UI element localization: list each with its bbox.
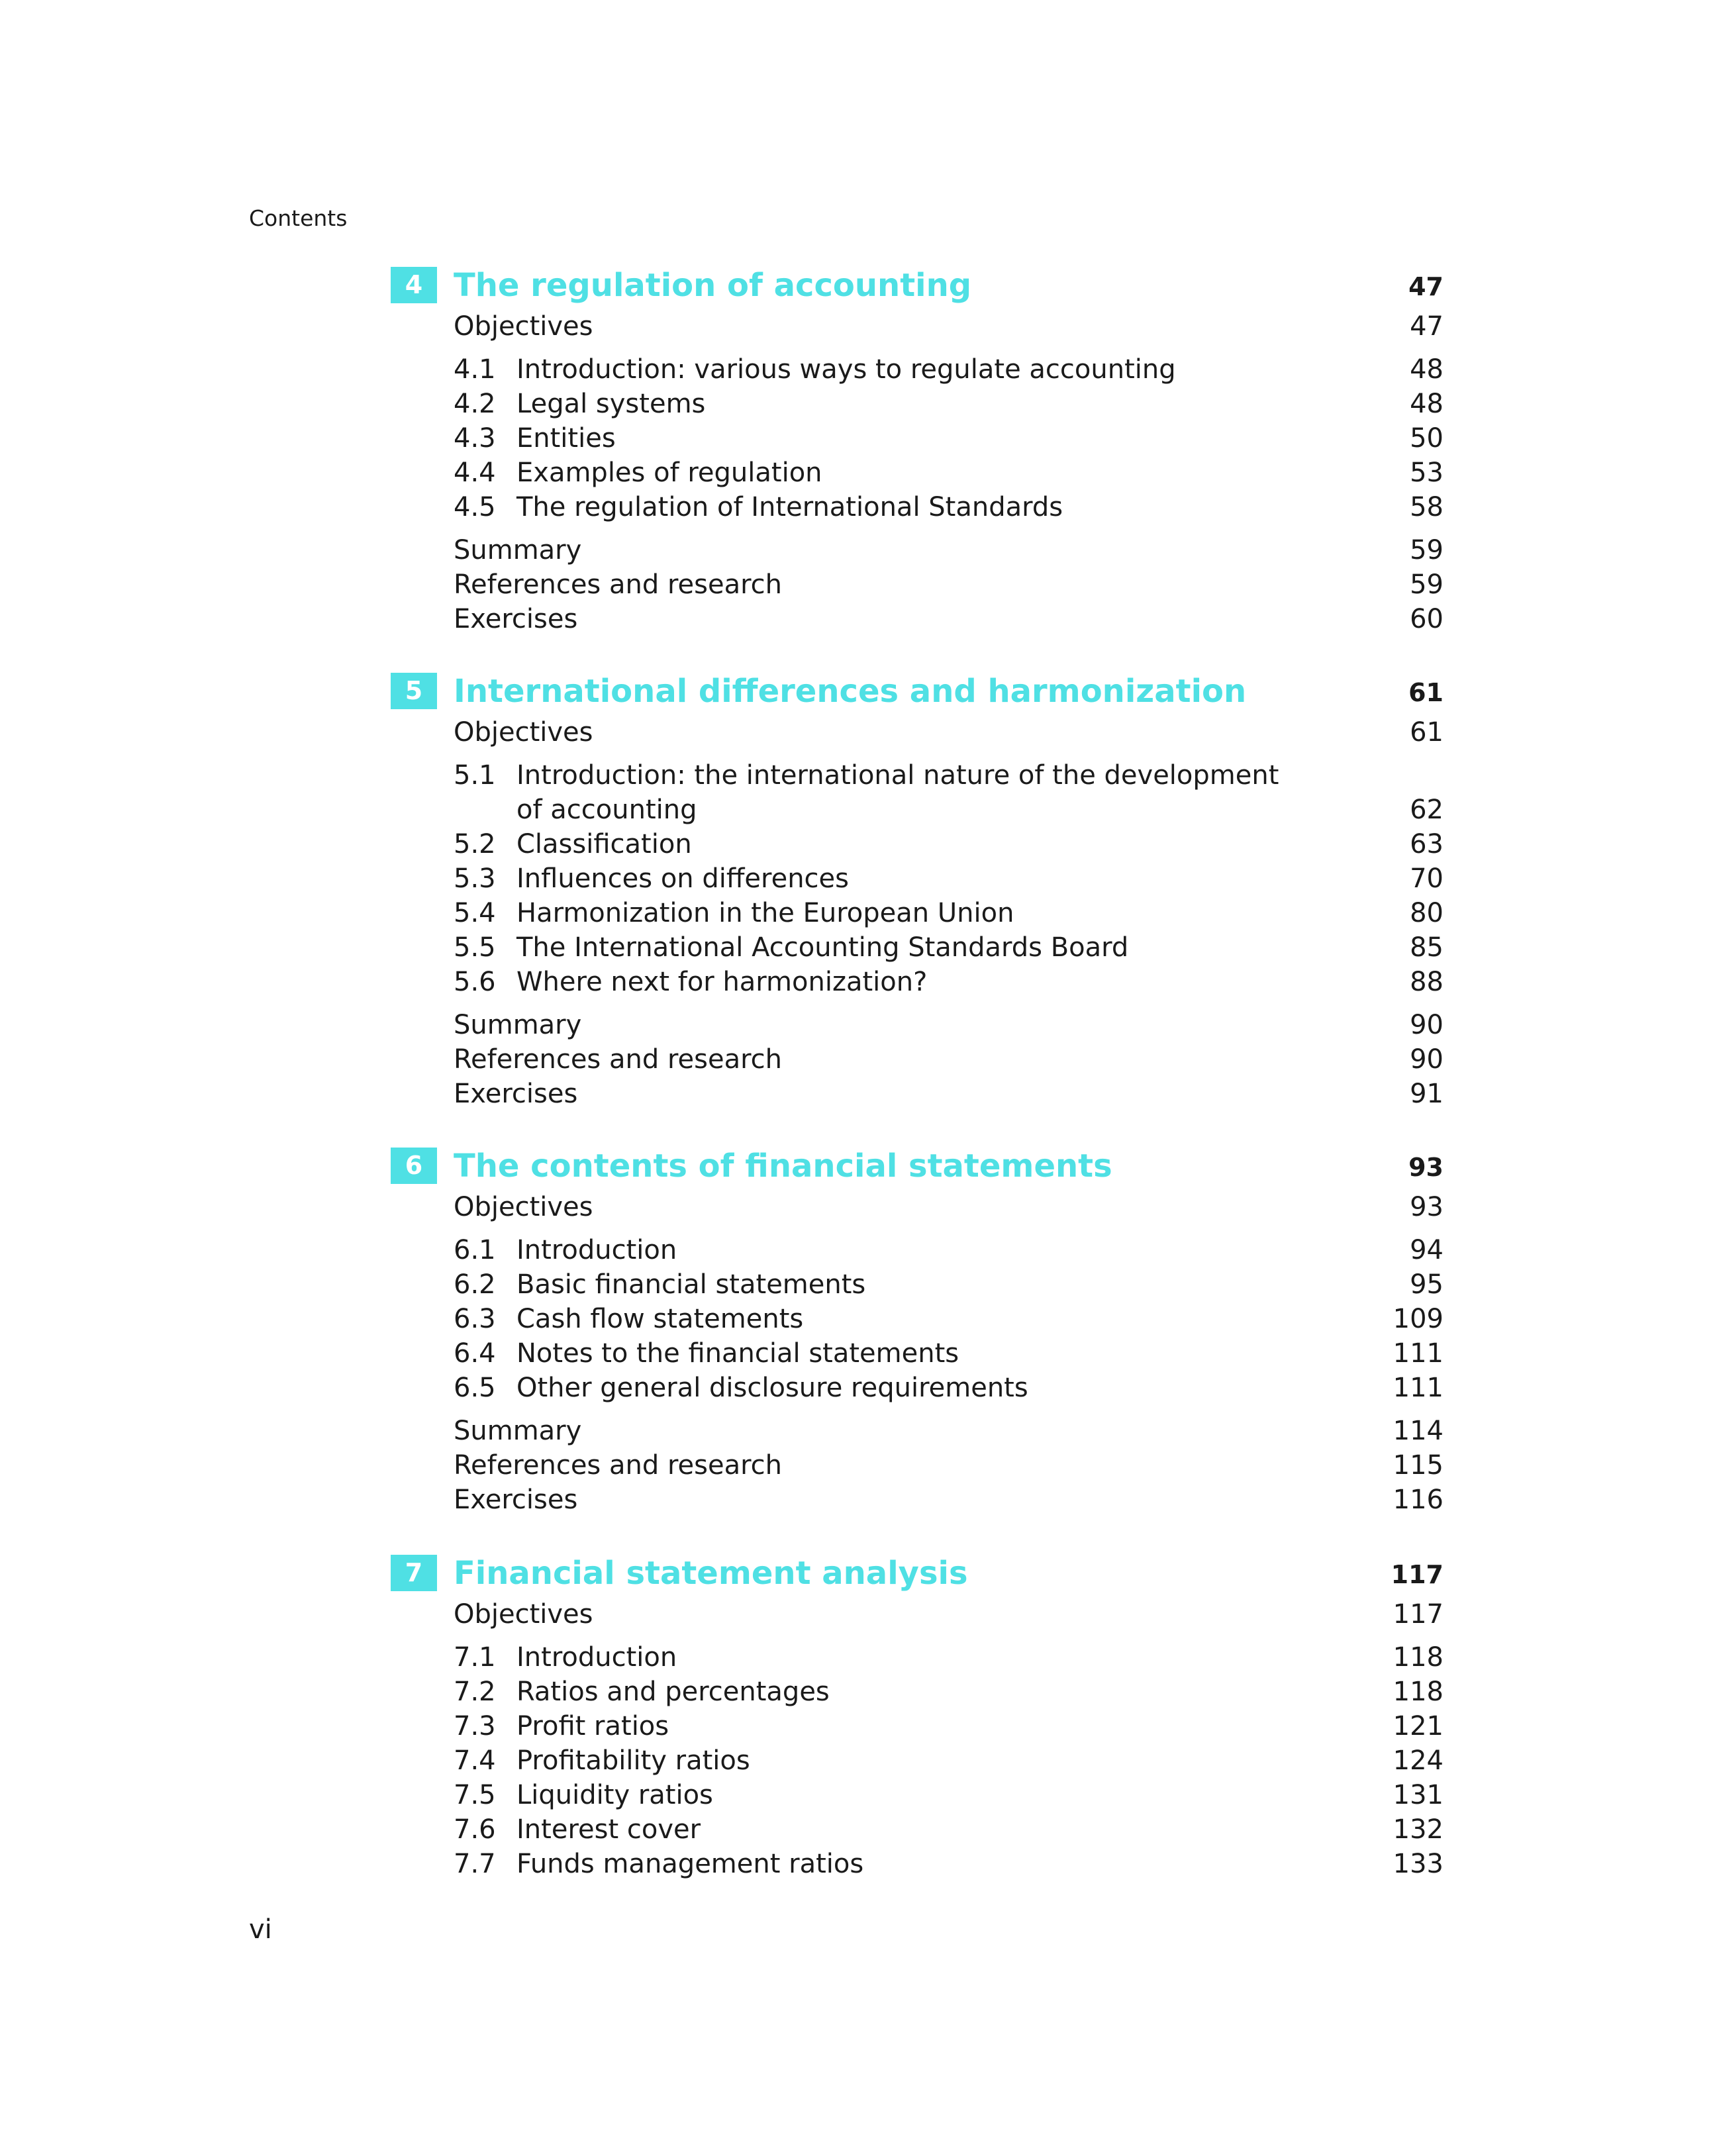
section-entry-7-7[interactable] xyxy=(391,1847,1444,1881)
summary-entry[interactable] xyxy=(391,1008,1444,1042)
section-page: 62 xyxy=(1410,795,1444,825)
section-number: 6.3 xyxy=(454,1304,496,1334)
section-entry-7-5[interactable] xyxy=(391,1778,1444,1812)
section-number: 5.5 xyxy=(454,932,496,963)
section-number: 4.5 xyxy=(454,492,496,522)
section-number: 6.2 xyxy=(454,1269,496,1300)
section-page: 70 xyxy=(1410,863,1444,894)
section-title: Notes to the financial statements xyxy=(516,1338,959,1369)
section-entry-4-2[interactable] xyxy=(391,387,1444,421)
section-title: Entities xyxy=(516,423,616,454)
summary-entry[interactable] xyxy=(391,533,1444,567)
entry-page: 47 xyxy=(1410,311,1444,342)
entry-page: 90 xyxy=(1410,1010,1444,1040)
chapter-title: The contents of financial statements xyxy=(454,1148,1112,1185)
references-entry[interactable] xyxy=(391,1042,1444,1077)
entry-label: References and research xyxy=(454,1450,782,1481)
chapter-number-badge: 5 xyxy=(391,673,437,709)
section-entry-5-3[interactable] xyxy=(391,861,1444,896)
section-page: 58 xyxy=(1410,492,1444,522)
section-title: Funds management ratios xyxy=(516,1849,864,1879)
section-entry-6-3[interactable] xyxy=(391,1302,1444,1336)
section-entry-6-4[interactable] xyxy=(391,1336,1444,1371)
entry-label: Exercises xyxy=(454,1485,578,1515)
section-entry-4-5[interactable] xyxy=(391,490,1444,524)
chapter-heading[interactable] xyxy=(391,1549,1444,1597)
entry-page: 117 xyxy=(1393,1599,1444,1630)
entry-page: 116 xyxy=(1393,1485,1444,1515)
entry-label: Summary xyxy=(454,1010,582,1040)
section-page: 124 xyxy=(1393,1745,1444,1776)
section-page: 121 xyxy=(1393,1711,1444,1741)
chapter-number-badge: 4 xyxy=(391,267,437,303)
section-title: Profit ratios xyxy=(516,1711,669,1741)
section-entry-6-2[interactable] xyxy=(391,1267,1444,1302)
section-title: Introduction xyxy=(516,1235,677,1265)
section-number: 7.3 xyxy=(454,1711,496,1741)
entry-label: Objectives xyxy=(454,311,593,342)
chapter-title: The regulation of accounting xyxy=(454,267,972,304)
chapter-4 xyxy=(391,262,1444,636)
section-title: Examples of regulation xyxy=(516,458,822,488)
chapter-number-badge: 6 xyxy=(391,1148,437,1184)
section-title: Liquidity ratios xyxy=(516,1780,713,1810)
section-page: 111 xyxy=(1393,1373,1444,1403)
section-number: 7.6 xyxy=(454,1814,496,1845)
entry-page: 59 xyxy=(1410,569,1444,600)
section-title: Influences on differences xyxy=(516,863,849,894)
section-title: Harmonization in the European Union xyxy=(516,898,1014,928)
section-number: 4.2 xyxy=(454,389,496,419)
section-title: Classification xyxy=(516,829,692,859)
section-number: 4.1 xyxy=(454,354,496,385)
section-number: 6.4 xyxy=(454,1338,496,1369)
entry-label: Exercises xyxy=(454,604,578,634)
section-entry-7-4[interactable] xyxy=(391,1743,1444,1778)
entry-page: 59 xyxy=(1410,535,1444,565)
entry-label: Summary xyxy=(454,1416,582,1446)
objectives-entry[interactable] xyxy=(391,309,1444,344)
entry-page: 60 xyxy=(1410,604,1444,634)
section-page: 94 xyxy=(1410,1235,1444,1265)
entry-label: Summary xyxy=(454,535,582,565)
entry-label: Exercises xyxy=(454,1079,578,1109)
entry-label: References and research xyxy=(454,569,782,600)
chapter-page: 47 xyxy=(1408,272,1444,301)
section-entry-6-1[interactable] xyxy=(391,1233,1444,1267)
entry-page: 91 xyxy=(1410,1079,1444,1109)
section-title: Cash flow statements xyxy=(516,1304,804,1334)
section-page: 133 xyxy=(1393,1849,1444,1879)
summary-entry[interactable] xyxy=(391,1414,1444,1448)
chapter-number-badge: 7 xyxy=(391,1555,437,1591)
chapter-title: Financial statement analysis xyxy=(454,1555,968,1592)
section-number: 7.5 xyxy=(454,1780,496,1810)
section-title-line-1: Introduction: the international nature of the development xyxy=(516,760,1279,791)
section-number: 4.3 xyxy=(454,423,496,454)
section-title: Legal systems xyxy=(516,389,706,419)
entry-label: Objectives xyxy=(454,1192,593,1222)
chapter-7 xyxy=(391,1549,1444,1881)
chapter-heading[interactable] xyxy=(391,667,1444,715)
section-title xyxy=(516,758,1279,827)
section-entry-7-6[interactable] xyxy=(391,1812,1444,1847)
section-page: 48 xyxy=(1410,389,1444,419)
section-title: The regulation of International Standards xyxy=(516,492,1063,522)
section-page: 85 xyxy=(1410,932,1444,963)
section-entry-5-6[interactable] xyxy=(391,965,1444,999)
section-page: 50 xyxy=(1410,423,1444,454)
entry-page: 90 xyxy=(1410,1044,1444,1075)
section-page: 80 xyxy=(1410,898,1444,928)
chapter-heading[interactable] xyxy=(391,262,1444,309)
section-entry-5-4[interactable] xyxy=(391,896,1444,930)
references-entry[interactable] xyxy=(391,567,1444,602)
section-page: 118 xyxy=(1393,1642,1444,1673)
chapter-6 xyxy=(391,1142,1444,1517)
entry-page: 93 xyxy=(1410,1192,1444,1222)
section-title: Where next for harmonization? xyxy=(516,967,928,997)
entry-page: 115 xyxy=(1393,1450,1444,1481)
exercises-entry[interactable] xyxy=(391,602,1444,636)
section-number: 5.1 xyxy=(454,760,496,791)
section-entry-7-1[interactable] xyxy=(391,1640,1444,1675)
section-entry-6-5[interactable] xyxy=(391,1371,1444,1405)
section-page: 111 xyxy=(1393,1338,1444,1369)
objectives-entry[interactable] xyxy=(391,715,1444,750)
section-number: 7.7 xyxy=(454,1849,496,1879)
section-title: Introduction xyxy=(516,1642,677,1673)
section-number: 7.2 xyxy=(454,1677,496,1707)
section-title: Basic financial statements xyxy=(516,1269,866,1300)
section-title-line-2: of accounting xyxy=(516,795,697,825)
entry-page: 61 xyxy=(1410,717,1444,748)
section-entry-4-3[interactable] xyxy=(391,421,1444,456)
entry-label: Objectives xyxy=(454,717,593,748)
section-title: Other general disclosure requirements xyxy=(516,1373,1028,1403)
section-page: 132 xyxy=(1393,1814,1444,1845)
entry-label: Objectives xyxy=(454,1599,593,1630)
entry-page: 114 xyxy=(1393,1416,1444,1446)
section-page: 95 xyxy=(1410,1269,1444,1300)
section-title: Interest cover xyxy=(516,1814,701,1845)
section-title: Profitability ratios xyxy=(516,1745,750,1776)
running-head: Contents xyxy=(249,205,348,231)
section-entry-7-2[interactable] xyxy=(391,1675,1444,1709)
section-number: 4.4 xyxy=(454,458,496,488)
objectives-entry[interactable] xyxy=(391,1597,1444,1632)
section-entry-4-4[interactable] xyxy=(391,456,1444,490)
section-number: 5.2 xyxy=(454,829,496,859)
exercises-entry[interactable] xyxy=(391,1077,1444,1111)
section-entry-5-1[interactable] xyxy=(391,758,1444,827)
chapter-page: 117 xyxy=(1391,1560,1444,1589)
chapter-page: 61 xyxy=(1408,678,1444,707)
section-entry-7-3[interactable] xyxy=(391,1709,1444,1743)
section-number: 6.5 xyxy=(454,1373,496,1403)
objectives-entry[interactable] xyxy=(391,1190,1444,1224)
section-title: Introduction: various ways to regulate accounting xyxy=(516,354,1176,385)
section-page: 53 xyxy=(1410,458,1444,488)
section-page: 131 xyxy=(1393,1780,1444,1810)
entry-label: References and research xyxy=(454,1044,782,1075)
chapter-page: 93 xyxy=(1408,1153,1444,1182)
section-page: 118 xyxy=(1393,1677,1444,1707)
exercises-entry[interactable] xyxy=(391,1483,1444,1517)
section-entry-4-1[interactable] xyxy=(391,352,1444,387)
chapter-5 xyxy=(391,667,1444,1111)
references-entry[interactable] xyxy=(391,1448,1444,1483)
section-page: 63 xyxy=(1410,829,1444,859)
section-number: 5.6 xyxy=(454,967,496,997)
section-page: 48 xyxy=(1410,354,1444,385)
page-number: vi xyxy=(249,1914,272,1945)
section-number: 7.1 xyxy=(454,1642,496,1673)
section-page: 88 xyxy=(1410,967,1444,997)
chapter-heading[interactable] xyxy=(391,1142,1444,1190)
section-number: 5.3 xyxy=(454,863,496,894)
section-entry-5-2[interactable] xyxy=(391,827,1444,861)
section-title: The International Accounting Standards Board xyxy=(516,932,1129,963)
section-number: 5.4 xyxy=(454,898,496,928)
section-page: 109 xyxy=(1393,1304,1444,1334)
chapter-title: International differences and harmonization xyxy=(454,673,1247,710)
section-number: 6.1 xyxy=(454,1235,496,1265)
section-number: 7.4 xyxy=(454,1745,496,1776)
section-entry-5-5[interactable] xyxy=(391,930,1444,965)
section-title: Ratios and percentages xyxy=(516,1677,830,1707)
